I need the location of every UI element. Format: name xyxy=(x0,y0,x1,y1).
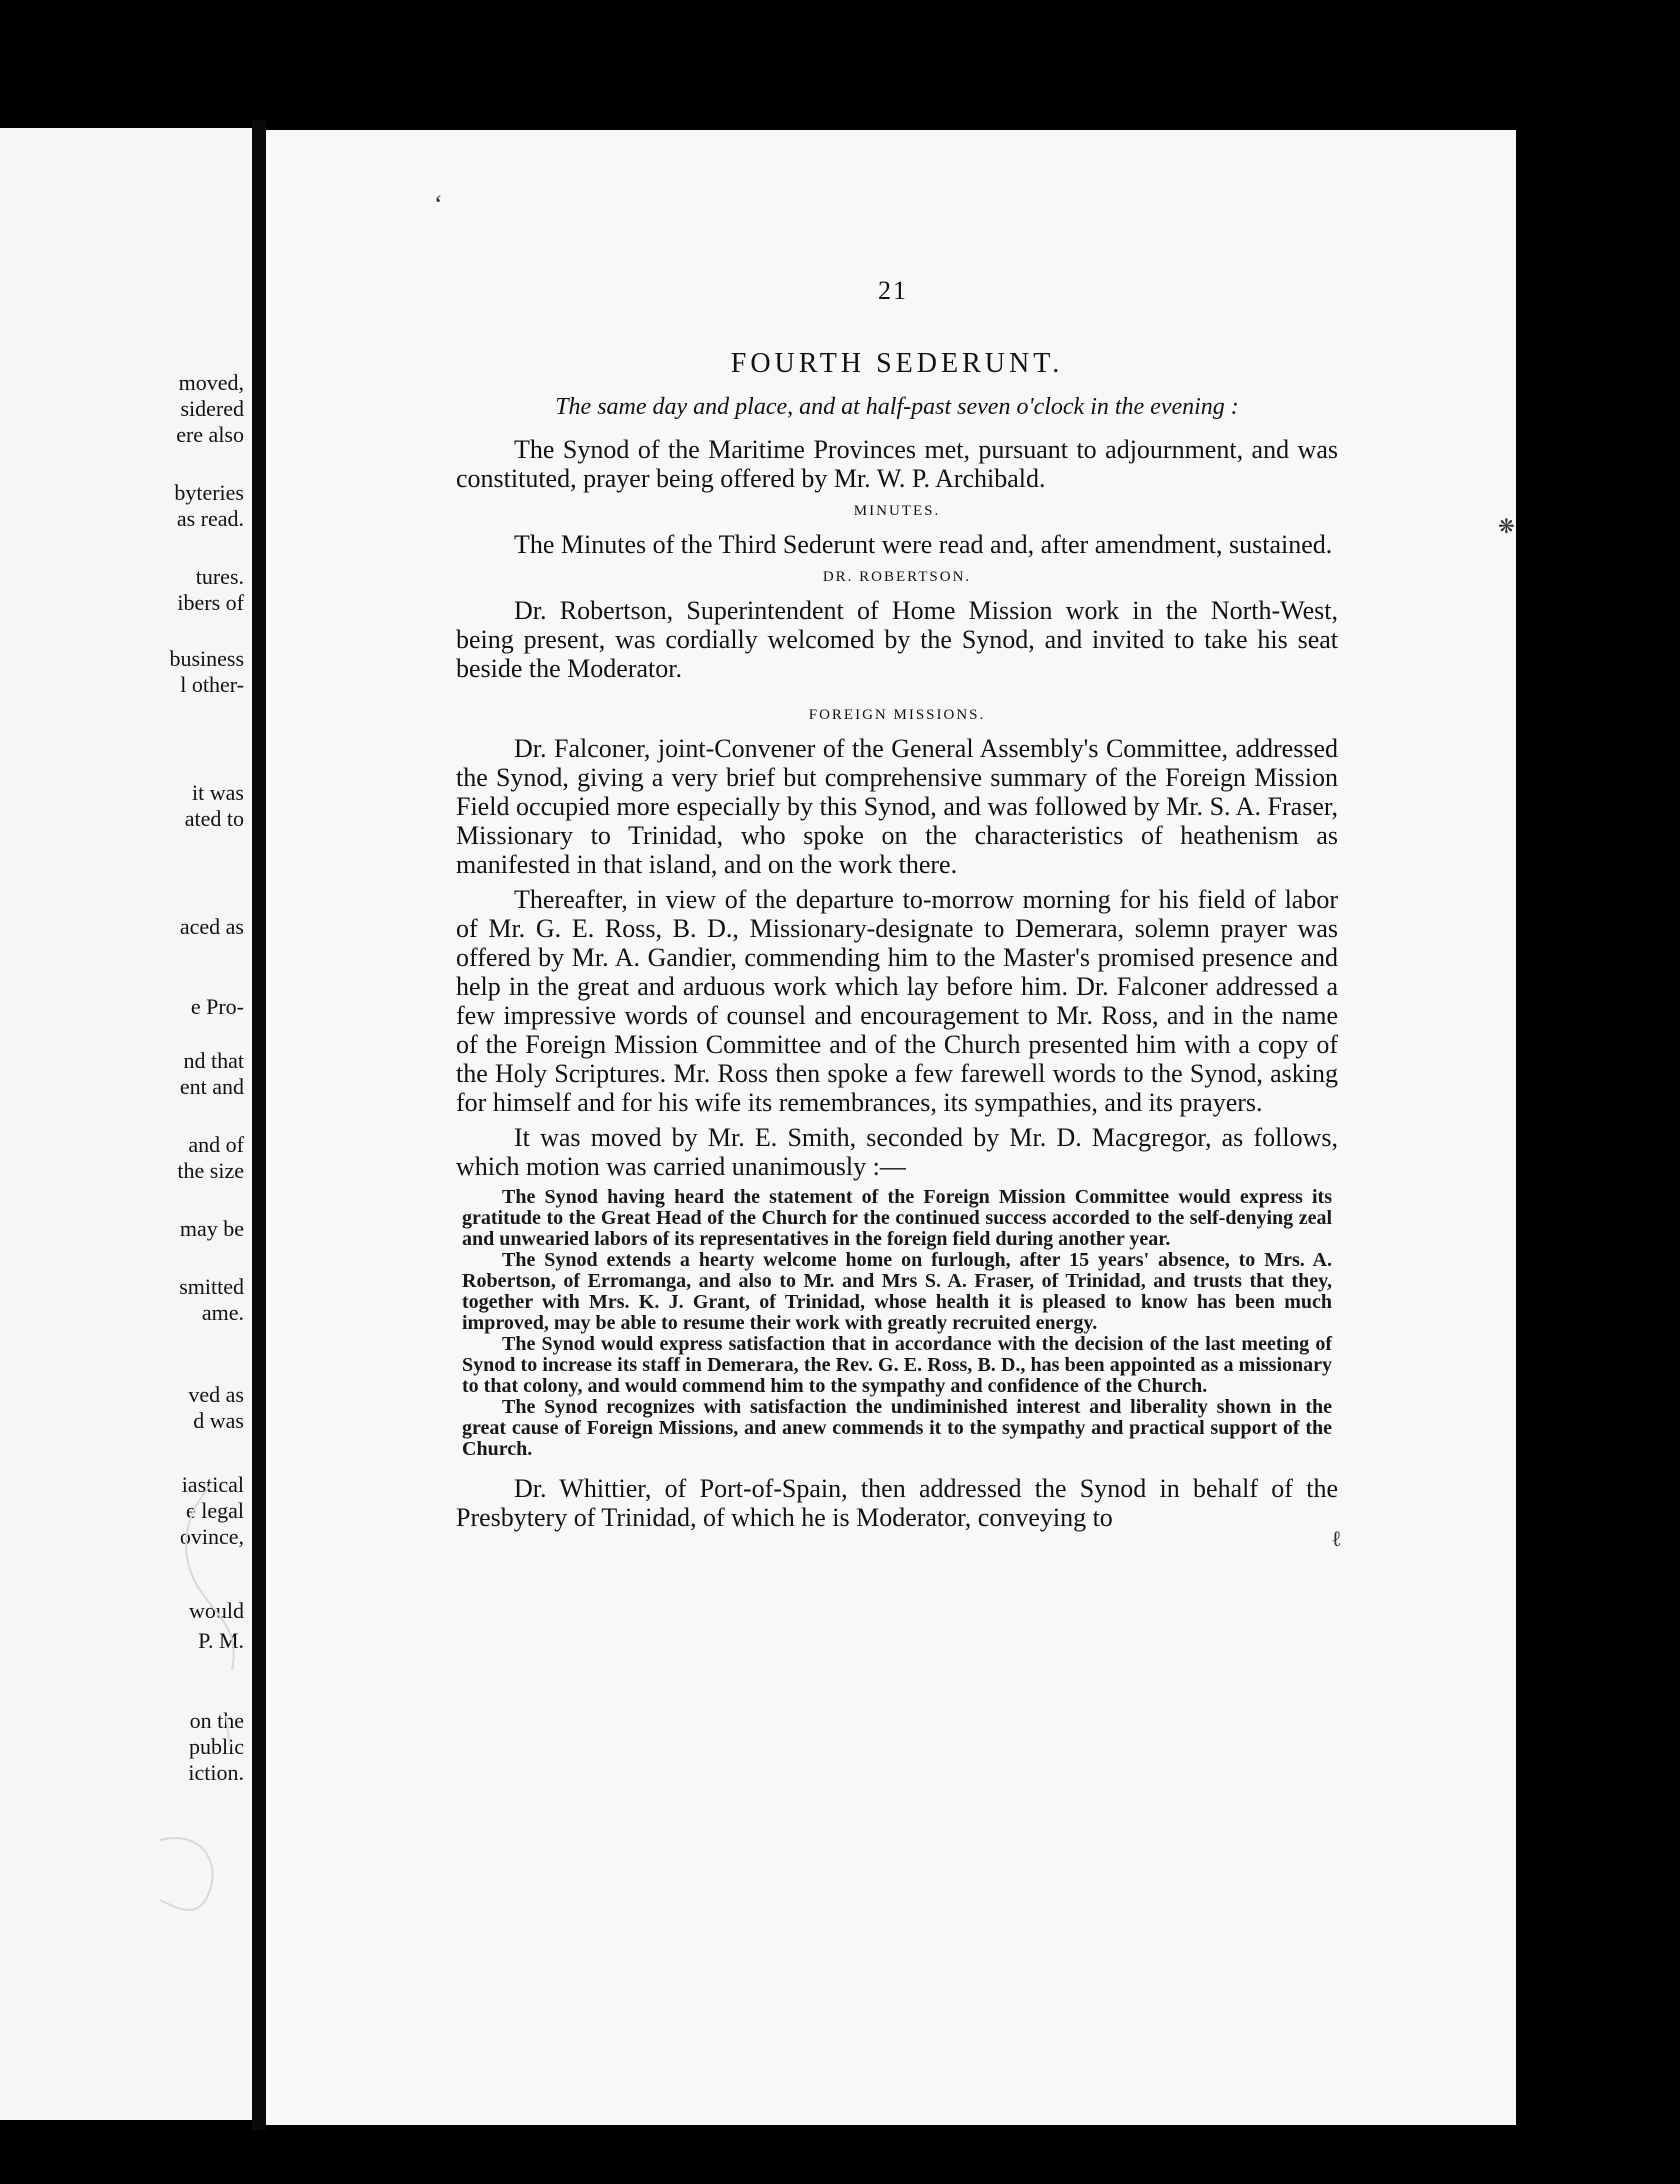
left-page-line: the size xyxy=(177,1158,244,1183)
sederunt-opening: The Synod of the Maritime Provinces met, pursuant to adjournment, and was constituted, prayer being offered by Mr. W. P. Archibald. xyxy=(456,435,1338,493)
foreign-missions-para-3: It was moved by Mr. E. Smith, seconded by Mr. D. Macgregor, as follows, which motion was carried unanimously :— xyxy=(456,1123,1338,1181)
resolution-2: The Synod extends a hearty welcome home on furlough, after 15 years' absence, to Mrs. A. Robertson, of Erromanga, and also to Mr. and Mrs S. A. Fraser, of Trinidad, and trusts that they, together with Mrs. K. J. Grant, of Trinidad, whose health it is pleased to know has been much improved, may be able to resume their work with greatly recruited energy. xyxy=(462,1249,1332,1334)
left-page-line: nd that xyxy=(183,1048,244,1073)
pencil-tick-mark: ℓ xyxy=(1331,1526,1342,1551)
resolution-4: The Synod recognizes with satisfaction the undiminished interest and liberality shown in the great cause of Foreign Missions, and anew commends it to the sympathy and practical support of the Church. xyxy=(462,1396,1332,1460)
resolution-block xyxy=(456,1187,1338,1460)
left-page-line: on the xyxy=(189,1708,244,1733)
foreign-missions-heading: FOREIGN MISSIONS. xyxy=(808,707,986,723)
minutes-heading: MINUTES. xyxy=(853,503,941,519)
resolution-3: The Synod would express satisfaction that in accordance with the decision of the last meeting of Synod to increase its staff in Demerara, the Rev. G. E. Ross, B. D., has been appointed as a missionary to that colony, and would commend him to the sympathy and confidence of the Church. xyxy=(462,1333,1332,1397)
left-page-line: ved as xyxy=(188,1382,244,1407)
margin-scribble xyxy=(140,1480,250,1920)
left-page-line: l other- xyxy=(180,672,244,697)
left-page-line: sidered xyxy=(180,396,244,421)
left-page-line: may be xyxy=(179,1216,244,1241)
left-page-line: d was xyxy=(193,1408,244,1433)
left-page-line: business xyxy=(169,646,244,671)
left-page-line: it was xyxy=(192,780,244,805)
left-page-line: e Pro- xyxy=(190,994,244,1019)
left-page-line: would xyxy=(189,1598,244,1623)
foreign-missions-para-2: Thereafter, in view of the departure to-morrow morning for his field of labor of Mr. G. E. Ross, B. D., Missionary-designate to Demerara, solemn prayer was offered by Mr. A. Gandier, commending him to the Master's promised presence and help in the great and arduous work which lay before him. Dr. Falconer addressed a few impressive words of counsel and encouragement to Mr. Ross, and in the name of the Foreign Mission Committee and of the Church presented him with a copy of the Holy Scriptures. Mr. Ross then spoke a few farewell words to the Synod, asking for himself and for his wife its remembrances, its sympathies, and its prayers. xyxy=(456,885,1338,1117)
page-number: 21 xyxy=(878,276,908,305)
left-page-line: tures. xyxy=(195,564,244,589)
left-page-line: public xyxy=(189,1734,244,1759)
pencil-mark: ʻ xyxy=(434,190,443,219)
right-page xyxy=(266,130,1516,2125)
left-page-line: moved, xyxy=(178,370,244,395)
left-page-line: iastical xyxy=(181,1472,244,1497)
left-page-line: e legal xyxy=(185,1498,244,1523)
book-gutter xyxy=(252,120,266,2130)
sederunt-title: FOURTH SEDERUNT. xyxy=(730,348,1064,379)
minutes-text: The Minutes of the Third Sederunt were read and, after amendment, sustained. xyxy=(514,530,1333,559)
left-page-line: and of xyxy=(188,1132,244,1157)
robertson-heading: DR. ROBERTSON. xyxy=(822,569,972,585)
resolution-1: The Synod having heard the statement of the Foreign Mission Committee would express its gratitude to the Great Head of the Church for the continued success accorded to the self-denying zeal and unwearied labors of its representatives in the foreign field during another year. xyxy=(462,1186,1332,1250)
left-page-line: ovince, xyxy=(179,1524,244,1549)
left-page-line: aced as xyxy=(179,914,244,939)
foreign-missions-para-1: Dr. Falconer, joint-Convener of the General Assembly's Committee, addressed the Synod, giving a very brief but comprehensive summary of the Foreign Mission Field occupied more especially by this Synod, and was followed by Mr. S. A. Fraser, Missionary to Trinidad, who spoke on the characteristics of heathenism as manifested in that island, and on the work there. xyxy=(456,734,1338,879)
left-page-line: ere also xyxy=(176,422,244,447)
left-page-line: smitted xyxy=(179,1274,244,1299)
robertson-text: Dr. Robertson, Superintendent of Home Mission work in the North-West, being present, was cordially welcomed by the Synod, and invited to take his seat beside the Moderator. xyxy=(456,596,1338,683)
left-page-line: ame. xyxy=(201,1300,244,1325)
left-page-line: ent and xyxy=(179,1074,244,1099)
left-page-line: as read. xyxy=(176,506,244,531)
speck-mark: ❋ xyxy=(1498,516,1515,538)
page-content xyxy=(456,348,1338,1538)
foreign-missions-para-4: Dr. Whittier, of Port-of-Spain, then addressed the Synod in behalf of the Presbytery of Trinidad, of which he is Moderator, conveying to xyxy=(456,1474,1338,1532)
left-page-line: P. M. xyxy=(198,1628,244,1653)
sederunt-time-note: The same day and place, and at half-past seven o'clock in the evening : xyxy=(555,394,1239,420)
left-page-line: ated to xyxy=(184,806,244,831)
left-page-line: byteries xyxy=(174,480,244,505)
left-page-line: ibers of xyxy=(177,590,244,615)
left-page-line: iction. xyxy=(188,1760,244,1785)
